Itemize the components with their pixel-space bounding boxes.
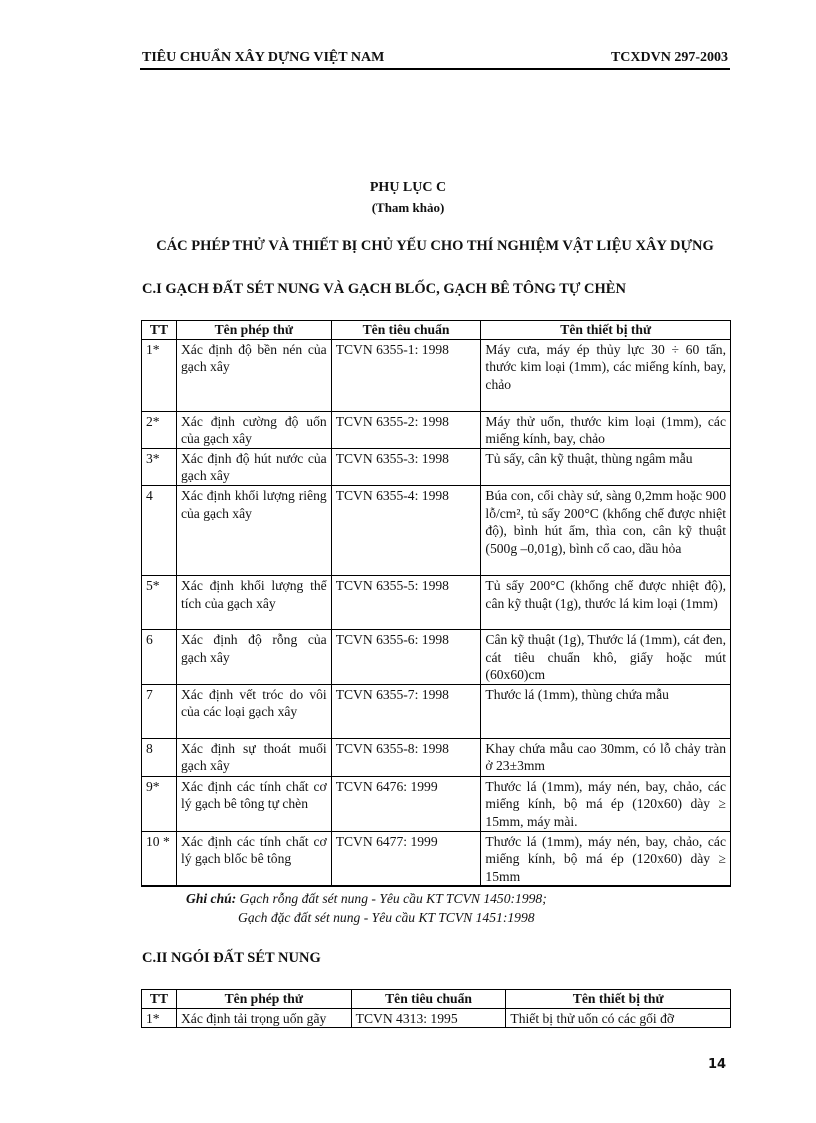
cell-standard: TCVN 6355-7: 1998 bbox=[331, 684, 481, 738]
cell-equipment: Tủ sấy, cân kỹ thuật, thùng ngâm mẫu bbox=[481, 448, 731, 485]
cell-tt: 2* bbox=[142, 411, 177, 448]
cell-equipment: Khay chứa mẫu cao 30mm, có lỗ chảy tràn ở 23±3mm bbox=[481, 738, 731, 776]
table-row bbox=[142, 1008, 731, 1028]
note-line-1: Gạch rỗng đất sét nung - Yêu cầu KT TCVN 1450:1998; bbox=[239, 891, 547, 906]
cell-tt: 7 bbox=[142, 684, 177, 738]
col-header-standard: Tên tiêu chuẩn bbox=[351, 990, 506, 1009]
col-header-tt: TT bbox=[142, 321, 177, 340]
cell-equipment: Thước lá (1mm), máy nén, bay, chảo, các miếng kính, bộ má ép (120x60) dày ≥ 15mm, máy mài. bbox=[481, 776, 731, 831]
main-heading: CÁC PHÉP THỬ VÀ THIẾT BỊ CHỦ YẾU CHO THÍ NGHIỆM VẬT LIỆU XÂY DỰNG bbox=[156, 238, 714, 254]
cell-standard: TCVN 4313: 1995 bbox=[351, 1008, 506, 1028]
cell-equipment: Thiết bị thử uốn có các gối đỡ bbox=[506, 1008, 731, 1028]
table-row bbox=[142, 575, 731, 629]
cell-equipment: Máy thử uốn, thước kim loại (1mm), các miếng kính, bay, chảo bbox=[481, 411, 731, 448]
cell-tt: 1* bbox=[142, 1008, 177, 1028]
cell-standard: TCVN 6355-5: 1998 bbox=[331, 575, 481, 629]
cell-standard: TCVN 6477: 1999 bbox=[331, 831, 481, 886]
cell-standard: TCVN 6355-2: 1998 bbox=[331, 411, 481, 448]
table-row bbox=[142, 485, 731, 575]
col-header-equipment: Tên thiết bị thử bbox=[481, 321, 731, 340]
note-label: Ghi chú: bbox=[186, 891, 237, 906]
table-header-row bbox=[142, 321, 731, 340]
cell-standard: TCVN 6355-3: 1998 bbox=[331, 448, 481, 485]
cell-test: Xác định tải trọng uốn gãy bbox=[176, 1008, 351, 1028]
page-number: 14 bbox=[708, 1057, 727, 1072]
cell-test: Xác định khối lượng riêng của gạch xây bbox=[176, 485, 331, 575]
cell-equipment: Cân kỹ thuật (1g), Thước lá (1mm), cát đen, cát tiêu chuẩn khô, giấy hoặc mút (60x60)cm bbox=[481, 629, 731, 684]
cell-tt: 10 * bbox=[142, 831, 177, 886]
running-header bbox=[140, 50, 730, 70]
table-row bbox=[142, 411, 731, 448]
cell-test: Xác định sự thoát muối gạch xây bbox=[176, 738, 331, 776]
table-row bbox=[142, 684, 731, 738]
col-header-test: Tên phép thử bbox=[176, 321, 331, 340]
header-title: TIÊU CHUẨN XÂY DỰNG VIỆT NAM bbox=[142, 50, 385, 65]
table-row bbox=[142, 629, 731, 684]
table-row bbox=[142, 448, 731, 485]
cell-equipment: Máy cưa, máy ép thủy lực 30 ÷ 60 tấn, thước kim loại (1mm), các miếng kính, bay, chảo bbox=[481, 339, 731, 411]
cell-equipment: Tủ sấy 200°C (khống chế được nhiệt độ), cân kỹ thuật (1g), thước lá kim loại (1mm) bbox=[481, 575, 731, 629]
cell-tt: 8 bbox=[142, 738, 177, 776]
cell-standard: TCVN 6355-1: 1998 bbox=[331, 339, 481, 411]
col-header-tt: TT bbox=[142, 990, 177, 1009]
section-heading-c2: C.II NGÓI ĐẤT SÉT NUNG bbox=[142, 950, 321, 966]
tests-table-c1 bbox=[141, 320, 731, 887]
col-header-equipment: Tên thiết bị thử bbox=[506, 990, 731, 1009]
table-note bbox=[186, 889, 547, 927]
table-row bbox=[142, 738, 731, 776]
cell-test: Xác định các tính chất cơ lý gạch bê tông tự chèn bbox=[176, 776, 331, 831]
cell-test: Xác định độ hút nước của gạch xây bbox=[176, 448, 331, 485]
cell-test: Xác định khối lượng thể tích của gạch xây bbox=[176, 575, 331, 629]
table-row bbox=[142, 776, 731, 831]
cell-test: Xác định độ rỗng của gạch xây bbox=[176, 629, 331, 684]
table-header-row bbox=[142, 990, 731, 1009]
tests-table-c2 bbox=[141, 989, 731, 1028]
cell-test: Xác định độ bền nén của gạch xây bbox=[176, 339, 331, 411]
cell-tt: 4 bbox=[142, 485, 177, 575]
cell-standard: TCVN 6355-6: 1998 bbox=[331, 629, 481, 684]
section-heading-c1: C.I GẠCH ĐẤT SÉT NUNG VÀ GẠCH BLỐC, GẠCH BÊ TÔNG TỰ CHÈN bbox=[142, 281, 626, 297]
cell-equipment: Thước lá (1mm), thùng chứa mẫu bbox=[481, 684, 731, 738]
cell-tt: 1* bbox=[142, 339, 177, 411]
appendix-subtitle: (Tham khảo) bbox=[371, 200, 445, 215]
col-header-standard: Tên tiêu chuẩn bbox=[331, 321, 481, 340]
col-header-test: Tên phép thử bbox=[176, 990, 351, 1009]
cell-standard: TCVN 6355-4: 1998 bbox=[331, 485, 481, 575]
table-row bbox=[142, 831, 731, 886]
cell-tt: 3* bbox=[142, 448, 177, 485]
cell-equipment: Búa con, cối chày sứ, sàng 0,2mm hoặc 900 lỗ/cm², tủ sấy 200°C (khống chế được nhiệt độ), bình hút ẩm, thìa con, cân kỹ thuật (500g –0,01g), bình cổ cao, dầu hỏa bbox=[481, 485, 731, 575]
appendix-title: PHỤ LỤC C bbox=[369, 180, 447, 195]
table-row bbox=[142, 339, 731, 411]
cell-tt: 9* bbox=[142, 776, 177, 831]
cell-test: Xác định các tính chất cơ lý gạch blốc bê tông bbox=[176, 831, 331, 886]
cell-test: Xác định vết tróc do vôi của các loại gạch xây bbox=[176, 684, 331, 738]
header-code: TCXDVN 297-2003 bbox=[610, 50, 728, 65]
cell-tt: 5* bbox=[142, 575, 177, 629]
cell-equipment: Thước lá (1mm), máy nén, bay, chảo, các miếng kính, bộ má ép (120x60) dày ≥ 15mm bbox=[481, 831, 731, 886]
cell-tt: 6 bbox=[142, 629, 177, 684]
cell-standard: TCVN 6476: 1999 bbox=[331, 776, 481, 831]
cell-standard: TCVN 6355-8: 1998 bbox=[331, 738, 481, 776]
note-line-2: Gạch đặc đất sét nung - Yêu cầu KT TCVN 1451:1998 bbox=[238, 910, 535, 925]
cell-test: Xác định cường độ uốn của gạch xây bbox=[176, 411, 331, 448]
